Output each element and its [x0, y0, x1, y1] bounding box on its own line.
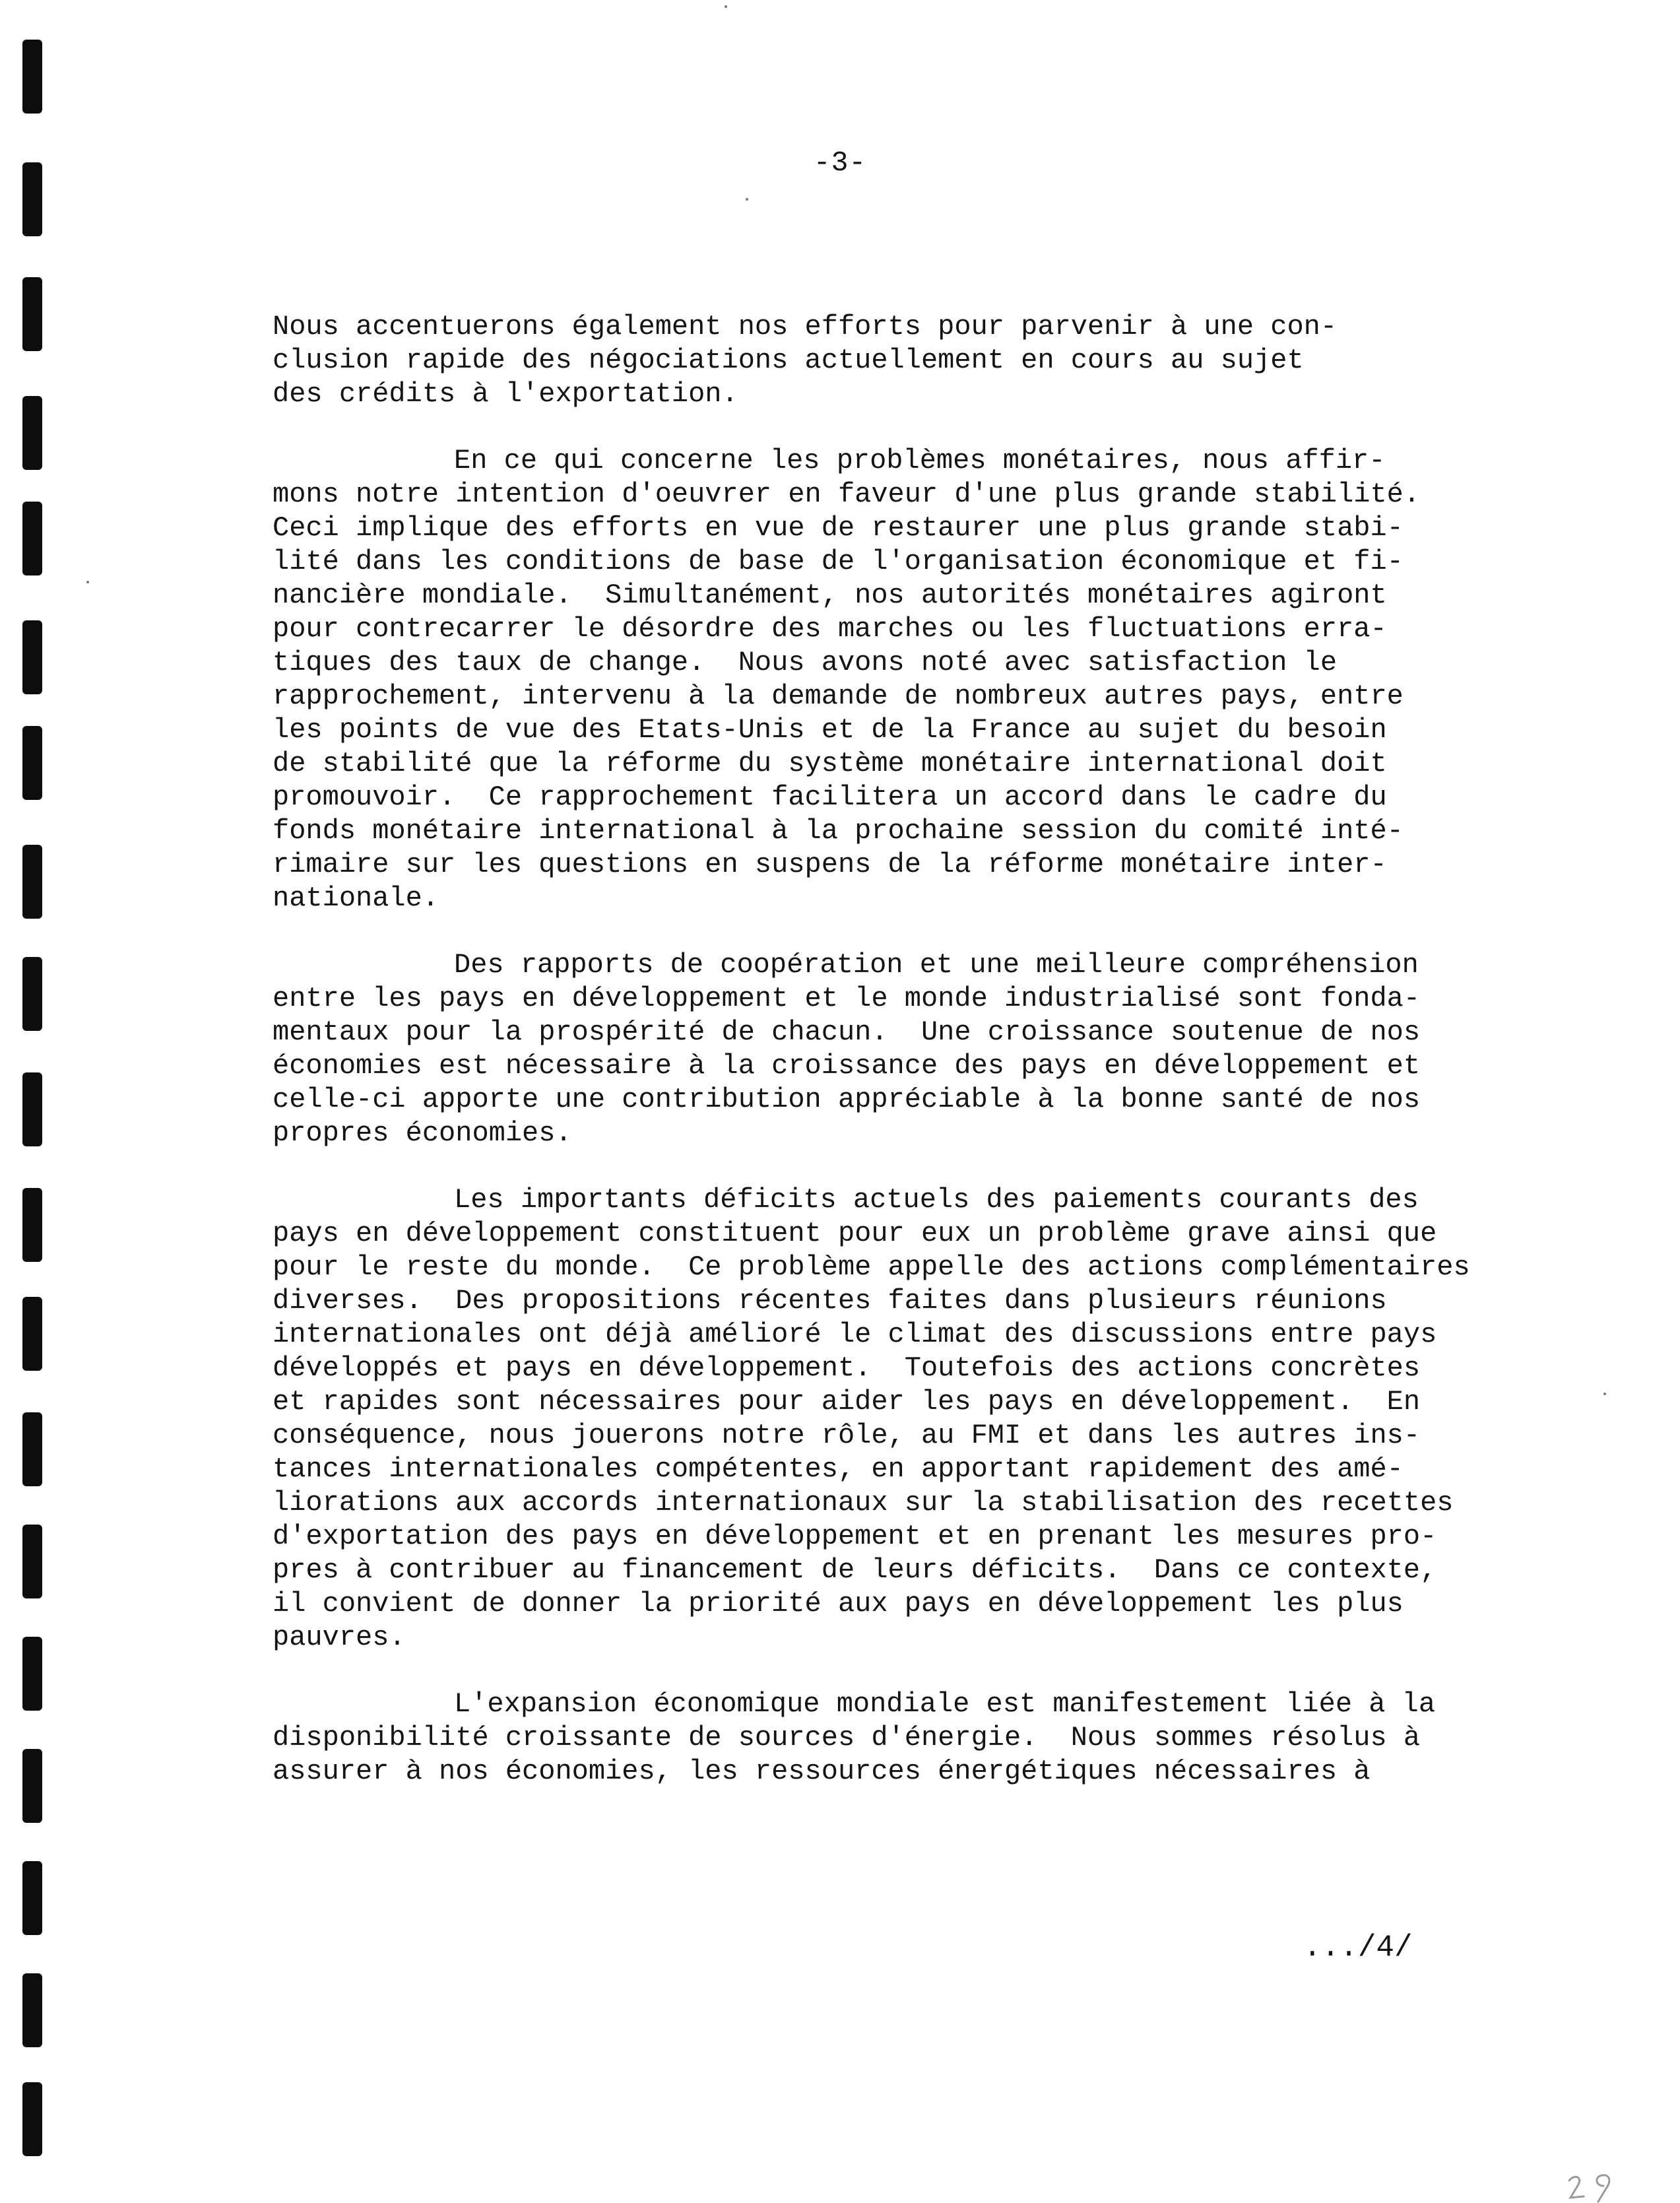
- text-line: lité dans les conditions de base de l'organisation économique et fi-: [273, 546, 1404, 577]
- text-line: mons notre intention d'oeuvrer en faveur d'une plus grande stabilité.: [273, 478, 1421, 510]
- paragraph-energy: [273, 1688, 1473, 1789]
- text-line: nationale.: [273, 882, 439, 914]
- text-line: pauvres.: [273, 1622, 406, 1653]
- paragraph-cooperation: [273, 948, 1473, 1150]
- binding-hole: [22, 1637, 42, 1711]
- body-text: [273, 310, 1473, 1822]
- binding-hole: [22, 1749, 42, 1823]
- binding-hole: [22, 726, 42, 800]
- handwritten-page-mark: [1565, 2171, 1618, 2203]
- text-line: de stabilité que la réforme du système monétaire international doit: [273, 748, 1387, 779]
- binding-hole: [22, 1412, 42, 1486]
- binding-hole: [22, 1072, 42, 1146]
- binding-hole: [22, 1188, 42, 1262]
- paragraph-export-credits: [273, 310, 1473, 411]
- binding-hole: [22, 1297, 42, 1371]
- text-line: entre les pays en développement et le monde industrialisé sont fonda-: [273, 983, 1421, 1014]
- text-line: il convient de donner la priorité aux pays en développement les plus: [273, 1588, 1404, 1620]
- text-line: tances internationales compétentes, en apportant rapidement des amé-: [273, 1453, 1404, 1485]
- text-line: des crédits à l'exportation.: [273, 378, 738, 410]
- paragraph-deficits: [273, 1183, 1473, 1655]
- text-line: pays en développement constituent pour eux un problème grave ainsi que: [273, 1218, 1437, 1249]
- binding-hole: [22, 502, 42, 575]
- paper-speck: [1603, 1393, 1606, 1395]
- text-line: propres économies.: [273, 1117, 572, 1149]
- text-line: nancière mondiale. Simultanément, nos autorités monétaires agiront: [273, 579, 1387, 611]
- binding-hole: [22, 845, 42, 919]
- text-line: fonds monétaire international à la prochaine session du comité inté-: [273, 815, 1404, 847]
- text-line: rimaire sur les questions en suspens de la réforme monétaire inter-: [273, 849, 1387, 880]
- text-line: les points de vue des Etats-Unis et de la France au sujet du besoin: [273, 714, 1387, 746]
- page-number: -3-: [813, 147, 867, 179]
- text-line: assurer à nos économies, les ressources énergétiques nécessaires à: [273, 1756, 1371, 1787]
- binding-hole: [22, 277, 42, 351]
- text-line: internationales ont déjà amélioré le climat des discussions entre pays: [273, 1319, 1437, 1350]
- text-line: pres à contribuer au financement de leurs déficits. Dans ce contexte,: [273, 1554, 1437, 1586]
- text-line: liorations aux accords internationaux sur la stabilisation des recettes: [273, 1487, 1454, 1519]
- paper-speck: [746, 198, 748, 201]
- paper-speck: [725, 5, 727, 8]
- text-line: pour le reste du monde. Ce problème appelle des actions complémentaires: [273, 1251, 1470, 1283]
- text-line: rapprochement, intervenu à la demande de nombreux autres pays, entre: [273, 680, 1404, 712]
- text-line: d'exportation des pays en développement et en prenant les mesures pro-: [273, 1521, 1437, 1552]
- paragraph-monetary-problems: [273, 444, 1473, 915]
- text-line: Les importants déficits actuels des paiements courants des: [454, 1184, 1419, 1216]
- text-line: pour contrecarrer le désordre des marches ou les fluctuations erra-: [273, 613, 1387, 645]
- text-line: économies est nécessaire à la croissance des pays en développement et: [273, 1050, 1421, 1082]
- text-line: En ce qui concerne les problèmes monétaires, nous affir-: [454, 445, 1386, 477]
- text-line: conséquence, nous jouerons notre rôle, au FMI et dans les autres ins-: [273, 1420, 1421, 1451]
- text-line: disponibilité croissante de sources d'énergie. Nous sommes résolus à: [273, 1722, 1421, 1754]
- text-line: celle-ci apporte une contribution appréciable à la bonne santé de nos: [273, 1084, 1421, 1115]
- text-line: développés et pays en développement. Toutefois des actions concrètes: [273, 1352, 1421, 1384]
- text-line: L'expansion économique mondiale est manifestement liée à la: [454, 1688, 1436, 1720]
- paper-speck: [86, 581, 89, 583]
- text-line: mentaux pour la prospérité de chacun. Une croissance soutenue de nos: [273, 1016, 1421, 1048]
- binding-hole: [22, 396, 42, 470]
- text-line: promouvoir. Ce rapprochement facilitera un accord dans le cadre du: [273, 781, 1387, 813]
- binding-hole: [22, 40, 42, 114]
- text-line: Nous accentuerons également nos efforts pour parvenir à une con-: [273, 311, 1338, 343]
- text-line: Ceci implique des efforts en vue de restaurer une plus grande stabi-: [273, 512, 1404, 544]
- binding-hole: [22, 1861, 42, 1935]
- text-line: et rapides sont nécessaires pour aider les pays en développement. En: [273, 1386, 1421, 1418]
- text-line: tiques des taux de change. Nous avons noté avec satisfaction le: [273, 647, 1338, 678]
- text-line: Des rapports de coopération et une meilleure compréhension: [454, 949, 1419, 981]
- binding-hole: [22, 1525, 42, 1598]
- binding-hole: [22, 1973, 42, 2047]
- text-line: diverses. Des propositions récentes faites dans plusieurs réunions: [273, 1285, 1387, 1317]
- binding-hole: [22, 957, 42, 1031]
- binding-hole: [22, 620, 42, 694]
- binding-hole: [22, 2082, 42, 2156]
- continuation-marker: .../4/: [1303, 1930, 1413, 1965]
- text-line: clusion rapide des négociations actuellement en cours au sujet: [273, 345, 1304, 376]
- binding-holes: [22, 0, 49, 2203]
